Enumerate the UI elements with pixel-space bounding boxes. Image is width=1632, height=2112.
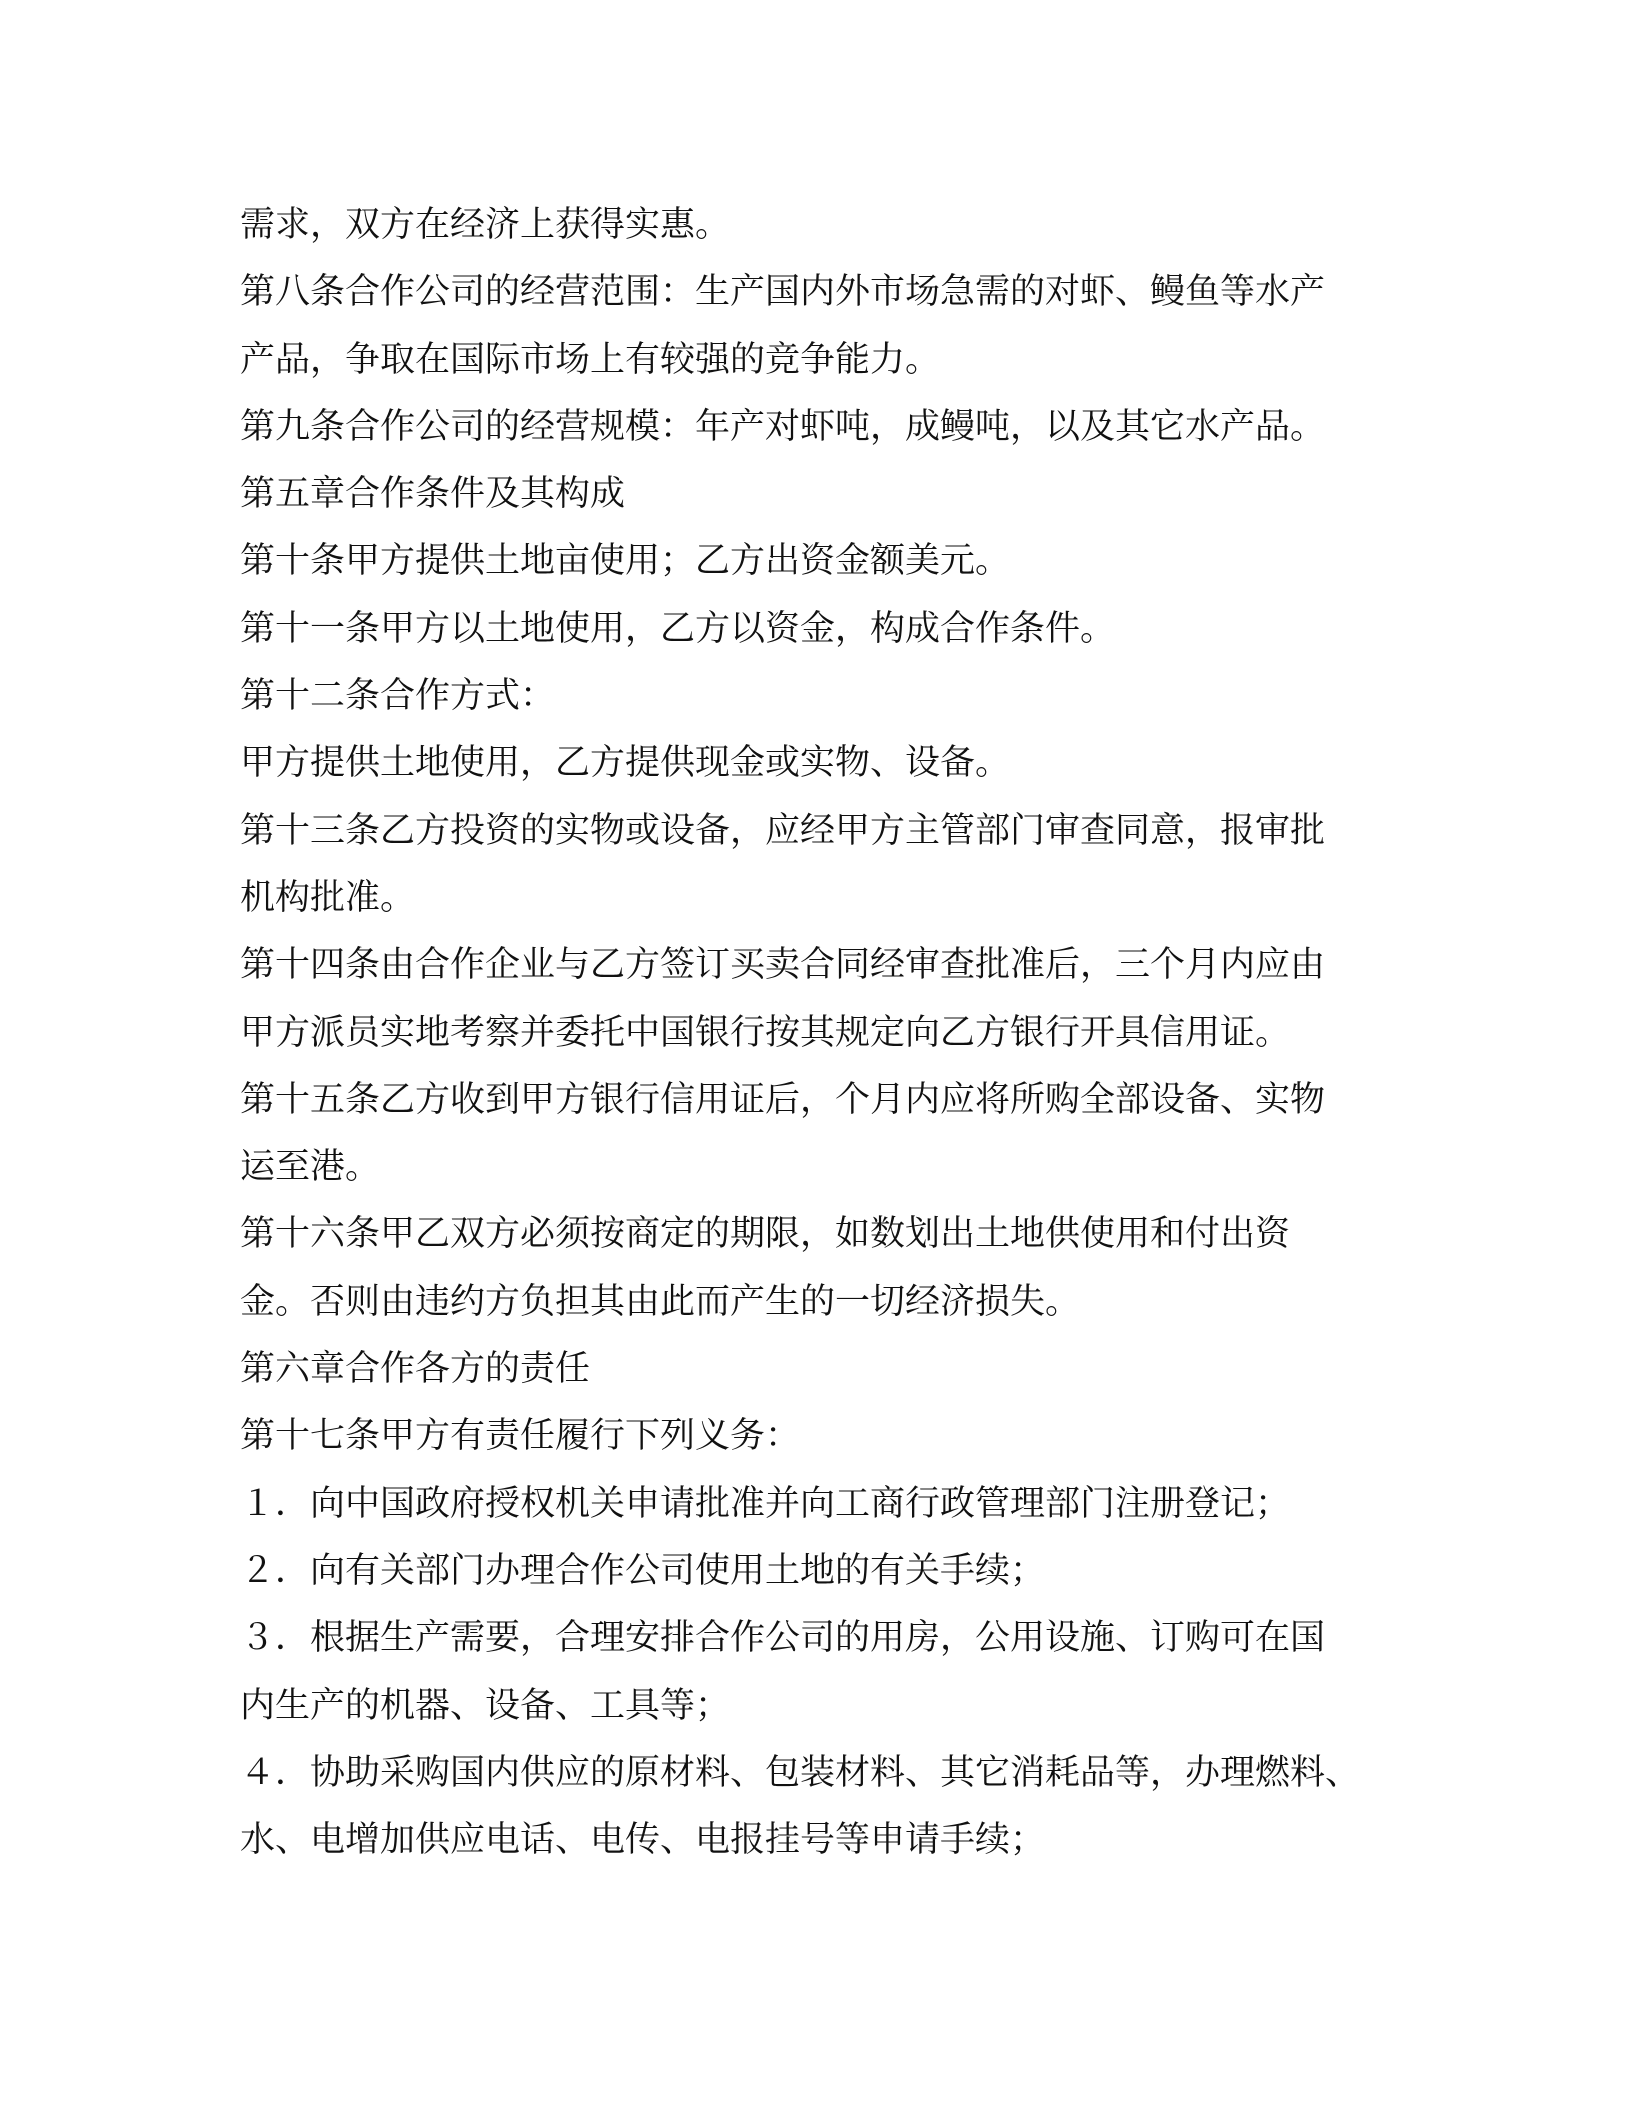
- list-item-1: １．向中国政府授权机关申请批准并向工商行政管理部门注册登记；: [240, 1483, 1291, 1524]
- article-14-line-1: 第十四条由合作企业与乙方签订买卖合同经审查批准后，三个月内应由: [240, 945, 1326, 986]
- article-12: 第十二条合作方式：: [240, 676, 556, 717]
- article-12-body: 甲方提供土地使用，乙方提供现金或实物、设备。: [240, 743, 1011, 784]
- article-16-line-2: 金。否则由违约方负担其由此而产生的一切经济损失。: [240, 1281, 1081, 1322]
- article-10: 第十条甲方提供土地亩使用；乙方出资金额美元。: [240, 541, 1011, 582]
- article-13-line-2: 机构批准。: [240, 877, 416, 918]
- list-item-3-line-1: ３．根据生产需要，合理安排合作公司的用房，公用设施、订购可在国: [240, 1618, 1326, 1659]
- article-8-line-1: 第八条合作公司的经营范围：生产国内外市场急需的对虾、鳗鱼等水产: [240, 272, 1326, 313]
- document-body: [240, 192, 1400, 1874]
- list-item-4-line-2: 水、电增加供应电话、电传、电报挂号等申请手续；: [240, 1820, 1046, 1861]
- article-15-line-2: 运至港。: [240, 1147, 381, 1188]
- chapter-6-heading: 第六章合作各方的责任: [240, 1349, 591, 1390]
- chapter-5-heading: 第五章合作条件及其构成: [240, 474, 626, 515]
- article-9: 第九条合作公司的经营规模：年产对虾吨，成鳗吨，以及其它水产品。: [240, 406, 1326, 447]
- article-13-line-1: 第十三条乙方投资的实物或设备，应经甲方主管部门审查同意，报审批: [240, 810, 1326, 851]
- article-14-line-2: 甲方派员实地考察并委托中国银行按其规定向乙方银行开具信用证。: [240, 1012, 1291, 1053]
- article-8-line-2: 产品，争取在国际市场上有较强的竞争能力。: [240, 339, 941, 380]
- list-item-2: ２．向有关部门办理合作公司使用土地的有关手续；: [240, 1550, 1046, 1591]
- text-line: 需求，双方在经济上获得实惠。: [240, 205, 731, 245]
- article-17: 第十七条甲方有责任履行下列义务：: [240, 1416, 801, 1457]
- article-11: 第十一条甲方以土地使用，乙方以资金，构成合作条件。: [240, 608, 1116, 649]
- article-16-line-1: 第十六条甲乙双方必须按商定的期限，如数划出土地供使用和付出资: [240, 1214, 1291, 1255]
- article-15-line-1: 第十五条乙方收到甲方银行信用证后，个月内应将所购全部设备、实物: [240, 1079, 1326, 1120]
- list-item-4-line-1: ４．协助采购国内供应的原材料、包装材料、其它消耗品等，办理燃料、: [240, 1752, 1361, 1793]
- list-item-3-line-2: 内生产的机器、设备、工具等；: [240, 1685, 731, 1726]
